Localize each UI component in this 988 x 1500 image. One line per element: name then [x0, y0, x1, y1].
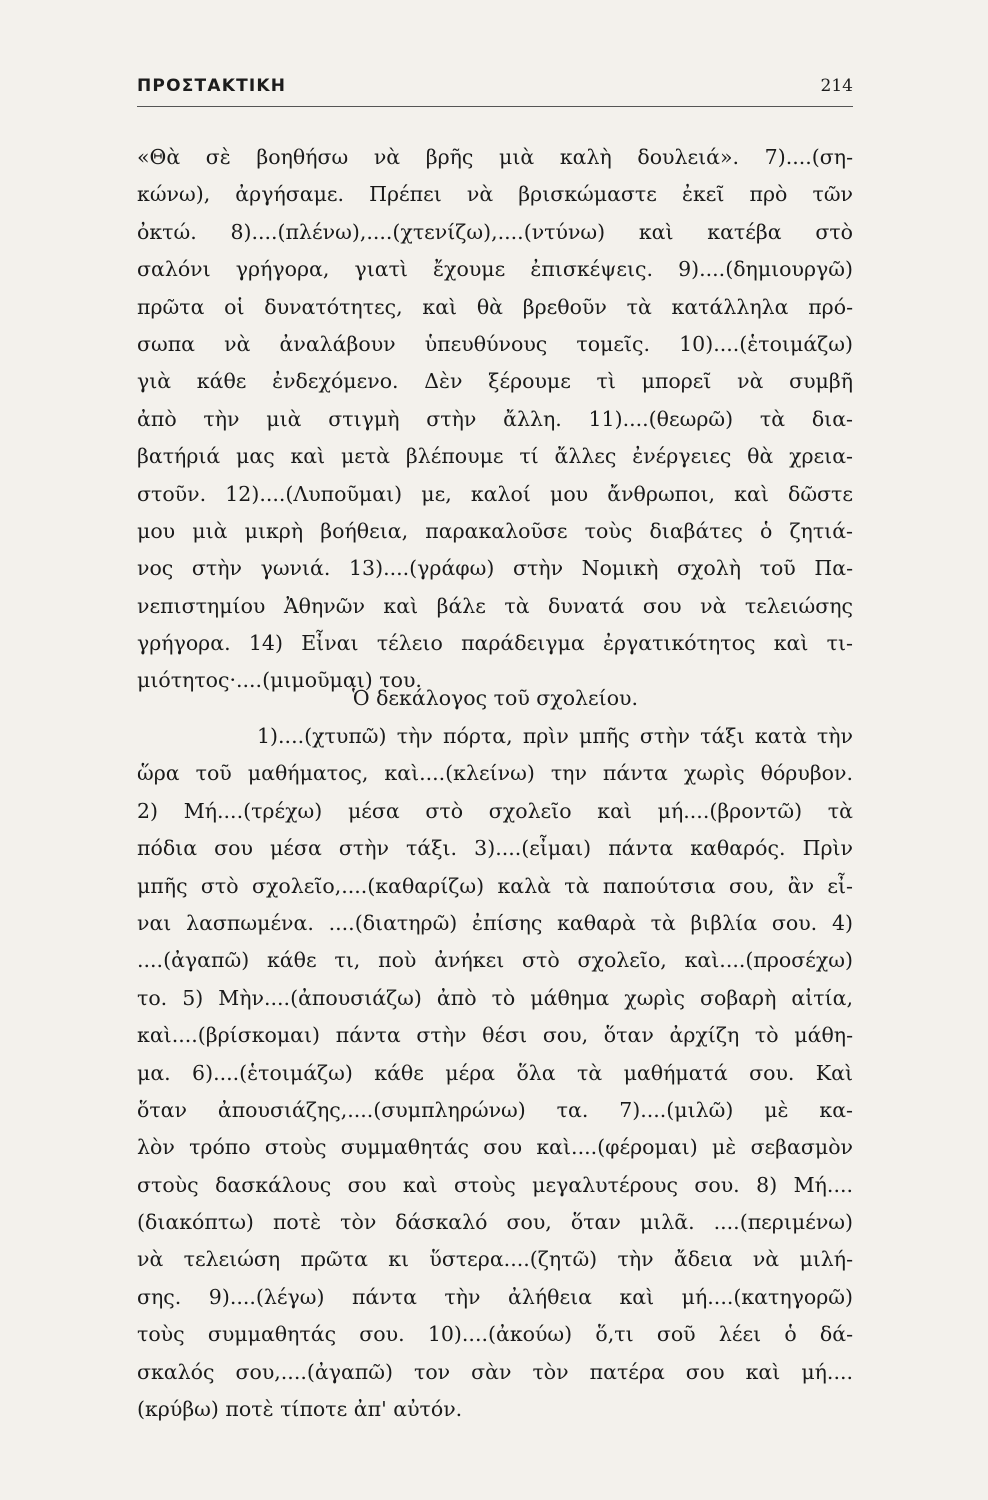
text-line: μπῆς στὸ σχολεῖο,....(καθαρίζω) καλὰ τὰ παπούτσια σου, ἂν εἶ- [137, 873, 853, 898]
section-subtitle: Ὁ δεκάλογος τοῦ σχολείου. [351, 686, 639, 710]
text-line: γιὰ κάθε ἐνδεχόμενο. Δὲν ξέρουμε τὶ μπορεῖ νὰ συμβῆ [137, 369, 853, 394]
text-line: βατήριά μας καὶ μετὰ βλέπουμε τί ἄλλες ἐνέργειες θὰ χρεια- [137, 444, 853, 469]
text-line: (διακόπτω) ποτὲ τὸν δάσκαλό σου, ὅταν μιλᾶ. ....(περιμένω) [137, 1210, 853, 1235]
text-line: ναι λασπωμένα. ....(διατηρῶ) ἐπίσης καθαρὰ τὰ βιβλία σου. 4) [137, 910, 853, 935]
text-line: σαλόνι γρήγορα, γιατὶ ἔχουμε ἐπισκέψεις. 9)....(δημιουργῶ) [137, 257, 853, 282]
text-line: νος στὴν γωνιά. 13)....(γράφω) στὴν Νομικὴ σχολὴ τοῦ Πα- [137, 556, 853, 581]
page-number: 214 [820, 76, 853, 96]
text-line: πόδια σου μέσα στὴν τάξι. 3)....(εἶμαι) πάντα καθαρός. Πρὶν [137, 836, 853, 861]
text-line: πρῶτα οἱ δυνατότητες, καὶ θὰ βρεθοῦν τὰ κατάλληλα πρό- [137, 294, 853, 319]
text-line: μα. 6)....(ἑτοιμάζω) κάθε μέρα ὅλα τὰ μαθήματά σου. Καὶ [137, 1060, 853, 1085]
decalogue-paragraph [137, 718, 853, 1428]
text-line: ....(ἀγαπῶ) κάθε τι, ποὺ ἀνήκει στὸ σχολεῖο, καὶ....(προσέχω) [137, 948, 853, 973]
text-line: το. 5) Μὴν....(ἀπουσιάζω) ἀπὸ τὸ μάθημα χωρὶς σοβαρὴ αἰτία, [137, 985, 853, 1010]
text-line: «Θὰ σὲ βοηθήσω νὰ βρῆς μιὰ καλὴ δουλειά». 7)....(ση- [137, 145, 853, 169]
text-line: νεπιστημίου Ἀθηνῶν καὶ βάλε τὰ δυνατά σου νὰ τελειώσης [137, 593, 853, 618]
text-line: σκαλός σου,....(ἀγαπῶ) τον σὰν τὸν πατέρα σου καὶ μή.... [137, 1359, 853, 1384]
text-line: νὰ τελειώση πρῶτα κι ὕστερα....(ζητῶ) τὴν ἄδεια νὰ μιλή- [137, 1247, 853, 1272]
text-line: γρήγορα. 14) Εἶναι τέλειο παράδειγμα ἐργατικότητος καὶ τι- [137, 631, 853, 656]
text-line: στοὺς δασκάλους σου καὶ στοὺς μεγαλυτέρους σου. 8) Μή.... [137, 1172, 853, 1197]
text-line: 1)....(χτυπῶ) τὴν πόρτα, πρὶν μπῆς στὴν τάξι κατὰ τὴν [257, 724, 853, 748]
text-line: μου μιὰ μικρὴ βοήθεια, παρακαλοῦσε τοὺς διαβάτες ὁ ζητιά- [137, 518, 853, 543]
text-line: σης. 9)....(λέγω) πάντα τὴν ἀλήθεια καὶ μή....(κατηγορῶ) [137, 1284, 853, 1309]
text-line: κώνω), ἀργήσαμε. Πρέπει νὰ βρισκώμαστε ἐκεῖ πρὸ τῶν [137, 182, 853, 207]
text-line: στοῦν. 12)....(Λυποῦμαι) με, καλοί μου ἄνθρωποι, καὶ δῶστε [137, 481, 853, 506]
running-header [137, 72, 853, 107]
text-line: τοὺς συμμαθητάς σου. 10)....(ἀκούω) ὅ,τι σοῦ λέει ὁ δά- [137, 1322, 853, 1347]
text-line: ὀκτώ. 8)....(πλένω),....(χτενίζω),....(ντύνω) καὶ κατέβα στὸ [137, 219, 853, 244]
text-line: ἀπὸ τὴν μιὰ στιγμὴ στὴν ἄλλη. 11)....(θεωρῶ) τὰ δια- [137, 406, 853, 431]
text-line: ὥρα τοῦ μαθήματος, καὶ....(κλείνω) την πάντα χωρὶς θόρυβον. [137, 761, 853, 786]
text-line: 2) Μή....(τρέχω) μέσα στὸ σχολεῖο καὶ μή....(βροντῶ) τὰ [137, 798, 853, 823]
text-line: (κρύβω) ποτὲ τίποτε ἀπ' αὐτόν. [137, 1397, 463, 1422]
text-line: μιότητος·....(μιμοῦμαι) του. [137, 668, 422, 693]
exercise-paragraph [137, 139, 853, 700]
text-line: καὶ....(βρίσκομαι) πάντα στὴν θέσι σου, ὅταν ἀρχίζη τὸ μάθη- [137, 1023, 853, 1048]
text-line: λὸν τρόπο στοὺς συμμαθητάς σου καὶ....(φέρομαι) μὲ σεβασμὸν [137, 1135, 853, 1160]
text-line: σωπα νὰ ἀναλάβουν ὑπευθύνους τομεῖς. 10)....(ἑτοιμάζω) [137, 331, 853, 356]
text-line: ὅταν ἀπουσιάζης,....(συμπληρώνω) τα. 7)....(μιλῶ) μὲ κα- [137, 1097, 853, 1122]
header-title: ΠΡΟΣΤΑΚΤΙΚΗ [137, 76, 287, 96]
